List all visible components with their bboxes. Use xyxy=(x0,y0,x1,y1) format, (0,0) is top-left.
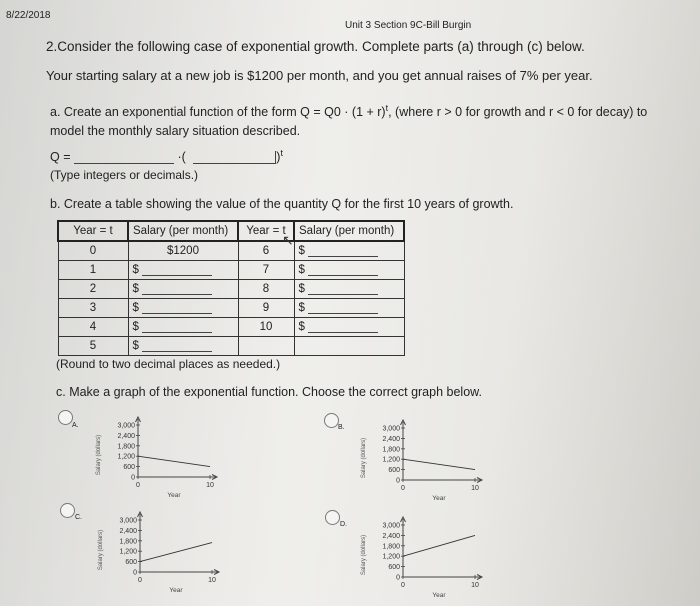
option-d-label: D. xyxy=(340,521,347,528)
table-row xyxy=(58,337,404,356)
table-row xyxy=(58,299,404,318)
salary-input[interactable] xyxy=(308,321,378,333)
cursor-icon: ↖ xyxy=(282,232,294,248)
year-cell: 4 xyxy=(58,318,128,337)
dollar-sign: $ xyxy=(298,245,305,257)
q0-input[interactable] xyxy=(74,151,174,164)
exponent-t-2: t xyxy=(280,148,283,158)
salary-input-cell[interactable] xyxy=(128,318,238,337)
dollar-sign: $ xyxy=(298,321,305,333)
year-cell: 8 xyxy=(238,280,294,299)
salary-input-cell[interactable] xyxy=(128,261,238,280)
option-a-label: A. xyxy=(72,422,79,429)
y-tick-label: 1,200 xyxy=(117,453,135,461)
dot-paren: ·( xyxy=(177,150,186,165)
y-tick-label: 600 xyxy=(388,467,400,475)
year-cell: 7 xyxy=(238,261,294,280)
x-tick-label: 0 xyxy=(138,577,142,584)
salary-input[interactable] xyxy=(142,264,212,276)
y-tick-label: 0 xyxy=(396,477,400,485)
q-label: Q = xyxy=(50,150,71,165)
salary-input[interactable] xyxy=(308,264,378,276)
part-a-hint: (Type integers or decimals.) xyxy=(50,168,199,182)
section-title: Unit 3 Section 9C-Bill Burgin xyxy=(345,20,472,31)
dollar-sign: $ xyxy=(132,321,139,333)
salary-input[interactable] xyxy=(142,302,212,314)
salary-table xyxy=(57,220,405,356)
x-tick-label: 10 xyxy=(471,485,479,492)
part-a-text: a. Create an exponential function of the form Q = Q0 · (1 + r) xyxy=(50,105,386,120)
close-paren: ) xyxy=(276,150,281,165)
part-a-prompt xyxy=(50,103,647,119)
series-line xyxy=(140,543,212,562)
salary-input-cell[interactable] xyxy=(128,280,238,299)
y-axis-label: Salary (dollars) xyxy=(361,437,367,479)
y-axis-label: Salary (dollars) xyxy=(96,434,102,476)
y-tick-label: 1,200 xyxy=(382,456,400,464)
dollar-sign: $ xyxy=(298,302,305,314)
dollar-sign: $ xyxy=(298,264,305,276)
option-c-radio[interactable] xyxy=(60,503,75,518)
y-tick-label: 2,400 xyxy=(117,432,135,440)
part-a-tail: , (where r > 0 for growth and r < 0 for decay) to xyxy=(388,105,648,120)
salary-input[interactable] xyxy=(142,283,212,295)
date-stamp: 8/22/2018 xyxy=(6,10,51,21)
y-tick-label: 1,200 xyxy=(119,548,137,556)
year-cell: 0 xyxy=(58,241,128,261)
dollar-sign: $ xyxy=(132,283,139,295)
header-salary-2: Salary (per month) xyxy=(294,221,404,241)
salary-input[interactable] xyxy=(308,245,378,257)
option-b-label: B. xyxy=(338,424,345,431)
y-tick-label: 600 xyxy=(388,564,400,572)
salary-input-cell[interactable] xyxy=(128,337,238,356)
table-header-row xyxy=(58,221,404,241)
salary-input-cell[interactable] xyxy=(128,299,238,318)
exponent-t: t xyxy=(385,103,389,113)
x-tick-label: 10 xyxy=(471,582,479,589)
dollar-sign: $ xyxy=(132,264,139,276)
formula-entry xyxy=(50,148,283,164)
y-tick-label: 600 xyxy=(125,559,137,567)
table-row xyxy=(58,280,404,299)
y-tick-label: 3,000 xyxy=(117,422,135,430)
part-c-prompt: c. Make a graph of the exponential function. Choose the correct graph below. xyxy=(56,385,482,399)
x-axis-label: Year xyxy=(432,592,446,599)
series-line xyxy=(403,459,475,469)
y-tick-label: 1,800 xyxy=(382,446,400,454)
x-tick-label: 10 xyxy=(206,482,214,489)
salary-input-cell[interactable] xyxy=(294,299,404,318)
table-row xyxy=(58,261,404,280)
year-cell: 10 xyxy=(238,318,294,337)
graph-option-d[interactable] xyxy=(355,515,495,603)
series-line xyxy=(403,535,475,556)
salary-input-cell[interactable] xyxy=(294,280,404,299)
part-b-hint: (Round to two decimal places as needed.) xyxy=(56,357,281,371)
salary-input-cell[interactable] xyxy=(294,318,404,337)
y-tick-label: 1,800 xyxy=(117,443,135,451)
table-row xyxy=(58,318,404,337)
option-c-label: C. xyxy=(75,514,82,521)
year-cell: 9 xyxy=(238,299,294,318)
header-salary-1: Salary (per month) xyxy=(128,221,238,241)
y-tick-label: 2,400 xyxy=(382,435,400,443)
graph-option-c[interactable] xyxy=(92,510,232,595)
y-tick-label: 3,000 xyxy=(382,425,400,433)
y-axis-label: Salary (dollars) xyxy=(98,529,104,571)
y-tick-label: 600 xyxy=(123,464,135,472)
y-tick-label: 2,400 xyxy=(382,532,400,540)
option-a-radio[interactable] xyxy=(58,410,73,425)
dollar-sign: $ xyxy=(132,340,139,352)
salary-input-cell[interactable] xyxy=(294,261,404,280)
question-intro: 2.Consider the following case of exponential growth. Complete parts (a) through (c) below. xyxy=(46,39,585,54)
x-axis-label: Year xyxy=(169,587,183,594)
option-d-radio[interactable] xyxy=(325,510,340,525)
year-cell: 3 xyxy=(58,299,128,318)
x-axis-label: Year xyxy=(167,492,181,499)
question-scenario: Your starting salary at a new job is $1200 per month, and you get annual raises of 7% per year. xyxy=(46,68,593,83)
series-line xyxy=(138,456,210,466)
x-axis-label: Year xyxy=(432,495,446,502)
x-tick-label: 0 xyxy=(401,582,405,589)
growth-factor-input[interactable] xyxy=(193,151,276,164)
header-year-2: Year = t xyxy=(238,221,294,241)
salary-cell: $1200 xyxy=(128,241,238,261)
x-tick-label: 0 xyxy=(401,485,405,492)
year-cell: 6 xyxy=(238,241,294,261)
option-b-radio[interactable] xyxy=(324,413,339,428)
year-cell xyxy=(238,337,294,356)
part-b-prompt: b. Create a table showing the value of the quantity Q for the first 10 years of growth. xyxy=(50,197,514,211)
header-year-1: Year = t xyxy=(58,221,128,241)
table-row xyxy=(58,241,404,261)
y-tick-label: 2,400 xyxy=(119,527,137,535)
empty-cell xyxy=(294,337,404,356)
x-tick-label: 0 xyxy=(136,482,140,489)
y-tick-label: 3,000 xyxy=(119,517,137,525)
dollar-sign: $ xyxy=(132,302,139,314)
graph-option-b[interactable] xyxy=(355,418,495,508)
salary-input[interactable] xyxy=(142,340,212,352)
x-tick-label: 10 xyxy=(208,577,216,584)
y-tick-label: 3,000 xyxy=(382,522,400,530)
y-tick-label: 0 xyxy=(133,569,137,577)
year-cell: 2 xyxy=(58,280,128,299)
y-tick-label: 1,200 xyxy=(382,553,400,561)
year-cell: 5 xyxy=(58,337,128,356)
part-a-prompt-2: model the monthly salary situation described. xyxy=(50,124,301,138)
salary-input[interactable] xyxy=(142,321,212,333)
y-axis-label: Salary (dollars) xyxy=(361,534,367,576)
salary-input-cell[interactable] xyxy=(294,241,404,261)
y-tick-label: 1,800 xyxy=(382,543,400,551)
dollar-sign: $ xyxy=(298,283,305,295)
y-tick-label: 1,800 xyxy=(119,538,137,546)
graph-option-a[interactable] xyxy=(90,415,230,500)
year-cell: 1 xyxy=(58,261,128,280)
salary-input[interactable] xyxy=(308,283,378,295)
y-tick-label: 0 xyxy=(396,574,400,582)
salary-input[interactable] xyxy=(308,302,378,314)
y-tick-label: 0 xyxy=(131,474,135,482)
